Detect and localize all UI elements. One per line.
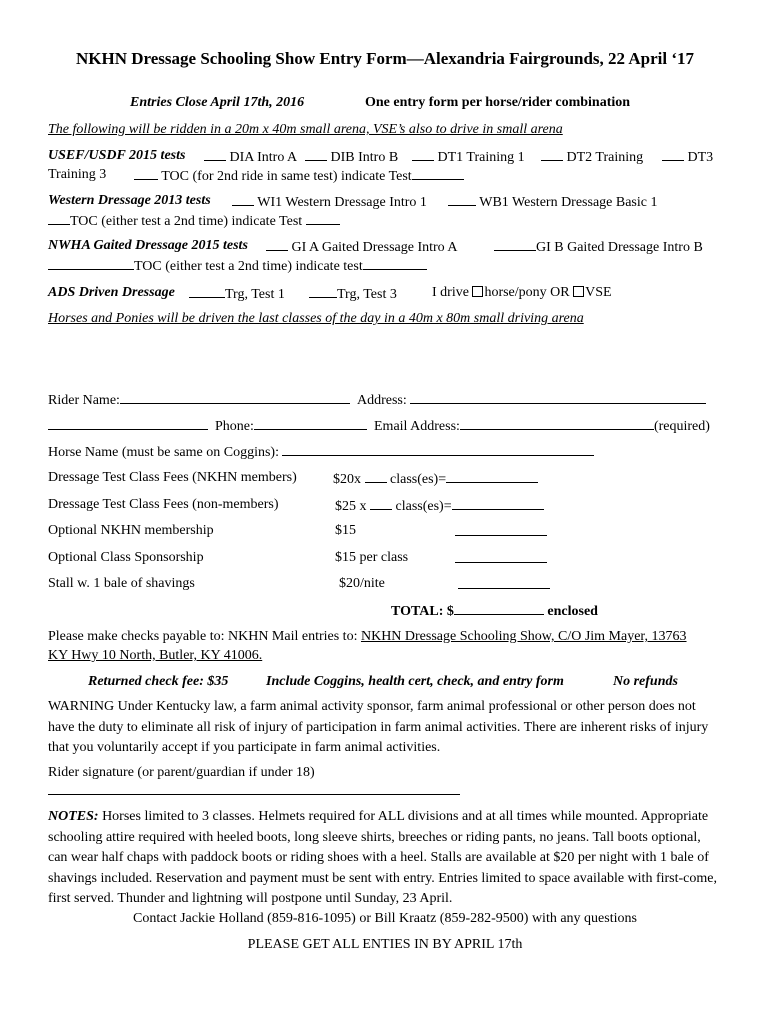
fee-label-sponsorship: Optional Class Sponsorship [48,550,204,565]
horse-pony-label: horse/pony OR [484,285,570,300]
address-line2-field[interactable] [48,416,208,430]
small-arena-note: The following will be ridden in a 20m x 40m small arena, VSE’s also to drive in small arena [48,122,563,137]
fee-count-nonmembers[interactable] [370,496,392,510]
email-label: Email Address: [374,419,460,434]
phone-label: Phone: [215,419,254,434]
fee-label-membership: Optional NKHN membership [48,523,214,538]
nwha-heading: NWHA Gaited Dressage 2015 tests [48,238,248,253]
vse-label: VSE [585,285,612,300]
ads-test1-label: Trg, Test 1 [225,287,285,302]
usef-dt2-label: DT2 Training [566,150,644,165]
closing-line: PLEASE GET ALL ENTIES IN BY APRIL 17th [247,937,523,952]
email-required: (required) [653,419,710,434]
fee-price-membership: $15 [335,523,356,538]
checks-address-2: KY Hwy 10 North, Butler, KY 41006. [48,648,263,663]
fee-count-members[interactable] [365,469,387,483]
driving-note: Horses and Ponies will be driven the last classes of the day in a 40m x 80m small driving arena [48,311,584,326]
signature-line[interactable] [48,794,460,795]
fee-label-stall: Stall w. 1 bale of shavings [48,576,195,591]
fee-amount-sponsorship[interactable] [455,549,547,563]
fee-label-members: Dressage Test Class Fees (NKHN members) [48,470,297,485]
usef-dt3-blank[interactable] [662,147,684,161]
fee-amount-stall[interactable] [458,575,550,589]
notes-text: Horses limited to 3 classes. Helmets required for ALL divisions and at all times while mounted. Appropriate schooling attire required with heeled boots, long sleeve shirts, breeches or riding pants, no jeans. Tall boots optional, can wear half chaps with paddock boots or riding shoes with a heel. Stalls are available at $20 per night with 1 bale of shavings included. Reservation and payment must be sent with entry. Entries limited to space available with first-come, first served. Thunder and lightning will postpone until Sunday, 23 April. [48,809,717,906]
usef-dt1-blank[interactable] [412,147,434,161]
vse-checkbox[interactable] [573,286,584,297]
include-coggins: Include Coggins, health cert, check, and entry form [266,674,564,689]
fee-amount-nonmembers[interactable] [452,496,544,510]
nwha-gia-label: GI A Gaited Dressage Intro A [291,240,458,255]
total-label: TOTAL: $ [391,604,454,619]
notes-block [48,807,722,910]
horse-name-label: Horse Name (must be same on Coggins): [48,445,279,460]
usef-toc-label: TOC (for 2nd ride in same test) indicate Test [161,169,412,184]
one-entry-note: One entry form per horse/rider combination [365,95,631,110]
ads-i-drive: I drive [432,285,469,300]
usef-row [48,147,185,165]
total-amount-field[interactable] [454,601,544,615]
ads-test3-blank[interactable] [309,284,337,298]
email-field[interactable] [460,416,654,430]
fee-amount-members[interactable] [446,469,538,483]
fee-amount-membership[interactable] [455,522,547,536]
entries-close: Entries Close April 17th, 2016 [130,95,305,110]
usef-toc-test-blank[interactable] [412,166,464,180]
page-title: NKHN Dressage Schooling Show Entry Form—Alexandria Fairgrounds, 22 April ‘17 [75,49,694,68]
checks-prefix: Please make checks payable to: NKHN Mail entries to: [48,629,361,644]
nwha-gib-blank[interactable] [494,237,536,251]
address-field[interactable] [410,390,706,404]
phone-field[interactable] [254,416,367,430]
address-label: Address: [357,393,407,408]
usef-heading: USEF/USDF 2015 tests [48,148,186,163]
fee-price-stall: $20/nite [339,576,385,591]
horse-name-field[interactable] [282,442,594,456]
rider-name-label: Rider Name: [48,393,120,408]
ads-heading: ADS Driven Dressage [48,285,175,300]
usef-toc-blank[interactable] [134,166,158,180]
horse-pony-checkbox[interactable] [472,286,483,297]
total-suffix: enclosed [547,604,598,619]
usef-dib-blank[interactable] [305,147,327,161]
usef-dt3-label: DT3 [687,150,714,165]
western-toc-test-blank[interactable] [306,211,340,225]
western-toc-label: TOC (either test a 2nd time) indicate Test [70,214,303,229]
usef-dib-label: DIB Intro B [330,150,399,165]
nwha-gib-label: GI B Gaited Dressage Intro B [536,240,703,255]
usef-dia-blank[interactable] [204,147,226,161]
western-wi1-label: WI1 Western Dressage Intro 1 [257,195,427,210]
western-heading: Western Dressage 2013 tests [48,193,211,208]
signature-label: Rider signature (or parent/guardian if under 18) [48,765,315,780]
nwha-gia-blank[interactable] [266,237,288,251]
checks-address-1: NKHN Dressage Schooling Show, C/O Jim Mayer, 13763 [360,629,687,644]
usef-dt1-label: DT1 Training 1 [437,150,525,165]
ads-test3-label: Trg, Test 3 [337,287,397,302]
no-refunds: No refunds [613,674,678,689]
usef-training3-label: Training 3 [48,167,107,182]
warning-text: WARNING Under Kentucky law, a farm animal activity sponsor, farm animal professional or other person does not have the duty to eliminate all risk of injury of participation in farm animal activities. There are inherent risks of injury that you voluntarily accept if you participate in farm animal activities. [48,699,709,755]
fee-suffix-members: class(es)= [390,472,447,487]
usef-dia-label: DIA Intro A [229,150,298,165]
western-wi1-blank[interactable] [232,192,254,206]
returned-check-fee: Returned check fee: $35 [88,674,229,689]
fee-price-nonmembers: $25 x [335,499,367,514]
nwha-toc-label: TOC (either test a 2nd time) indicate test [134,259,363,274]
fee-suffix-nonmembers: class(es)= [395,499,452,514]
fee-price-members: $20x [333,472,361,487]
usef-dt2-blank[interactable] [541,147,563,161]
fee-label-nonmembers: Dressage Test Class Fees (non-members) [48,497,279,512]
nwha-toc-test-blank[interactable] [363,256,427,270]
fee-price-sponsorship: $15 per class [335,550,409,565]
ads-test1-blank[interactable] [189,284,225,298]
western-wb1-blank[interactable] [448,192,476,206]
rider-name-field[interactable] [120,390,350,404]
contact-line: Contact Jackie Holland (859-816-1095) or Bill Kraatz (859-282-9500) with any questions [133,911,637,926]
notes-label: NOTES: [48,809,99,824]
western-wb1-label: WB1 Western Dressage Basic 1 [479,195,658,210]
nwha-toc-blank[interactable] [48,256,134,270]
western-toc-blank[interactable] [48,211,70,225]
